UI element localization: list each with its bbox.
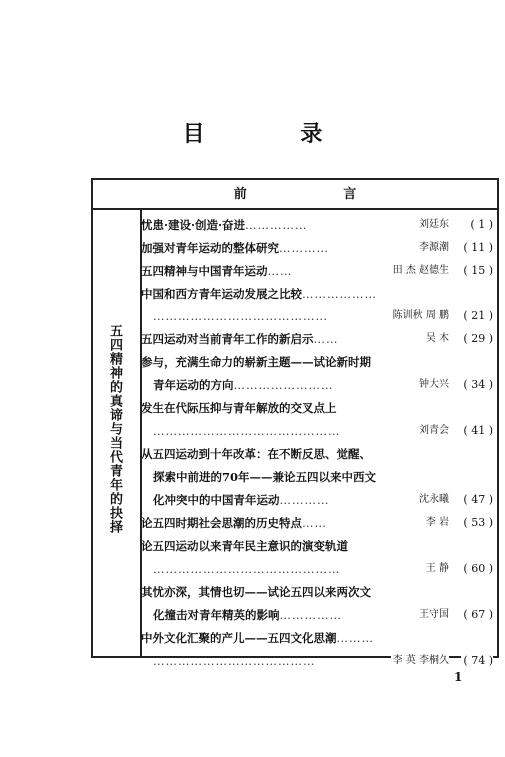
leader-dots: …………………………………… xyxy=(153,309,328,323)
toc-entry[interactable] xyxy=(141,512,497,534)
entry-page: ( 74 ) xyxy=(461,650,493,672)
toc-entry[interactable] xyxy=(141,260,497,282)
leader-dots: …………… xyxy=(279,608,342,622)
entry-title: 五四精神与中国青年运动 xyxy=(141,264,268,278)
entry-page: ( 1 ) xyxy=(468,214,493,236)
entry-title: 化撞击对青年精英的影响 xyxy=(153,608,280,622)
side-label: 五四精神的真谛与当代青年的抉择 xyxy=(107,324,122,534)
entry-title: 论五四时期社会思潮的历史特点 xyxy=(141,516,302,530)
entry-title: 其忧亦深，其情也切——试论五四以来两次文 xyxy=(141,585,371,599)
entry-page: ( 53 ) xyxy=(461,512,493,534)
toc-entry[interactable] xyxy=(141,581,497,603)
leader-dots: …… xyxy=(313,332,339,346)
entry-title: 论五四运动以来青年民主意识的演变轨道 xyxy=(141,539,348,553)
page-number: 1 xyxy=(454,670,463,684)
toc-entry[interactable] xyxy=(141,397,497,419)
leader-dots: ………… xyxy=(279,241,329,255)
toc-entry-continuation[interactable] xyxy=(153,489,497,511)
entry-author: 吴 木 xyxy=(424,328,449,350)
entry-author: 李 英 李桐久 xyxy=(391,650,449,672)
toc-frame xyxy=(91,178,499,668)
entry-title: 中外文化汇聚的产儿——五四文化思潮 xyxy=(141,631,337,645)
entry-title: 加强对青年运动的整体研究 xyxy=(141,241,279,255)
toc-list xyxy=(141,210,497,668)
entry-page: ( 47 ) xyxy=(461,489,493,511)
entry-page: ( 41 ) xyxy=(461,420,493,442)
toc-entry-continuation[interactable] xyxy=(153,420,497,442)
leader-dots: ………………………………… xyxy=(153,654,316,668)
entry-page: ( 67 ) xyxy=(461,604,493,626)
leader-dots: ……………………………………… xyxy=(153,424,341,438)
entry-author: 陈训秋 周 鹏 xyxy=(391,305,449,327)
section-header: 前 言 xyxy=(93,180,497,210)
entry-author: 李源潮 xyxy=(417,237,449,259)
page-title: 目 录 xyxy=(182,122,367,147)
entry-author: 王 静 xyxy=(424,558,449,580)
leader-dots: ………… xyxy=(279,493,330,507)
leader-dots: …………… xyxy=(245,218,308,232)
toc-entry[interactable] xyxy=(141,627,497,649)
entry-author: 钟大兴 xyxy=(417,374,449,396)
toc-entry[interactable] xyxy=(141,237,497,259)
entry-title: 中国和西方青年运动发展之比较 xyxy=(141,287,302,301)
toc-entry-continuation[interactable] xyxy=(153,305,497,327)
entry-title: 青年运动的方向 xyxy=(153,378,234,392)
toc-entry[interactable] xyxy=(141,443,497,465)
entry-title: 发生在代际压抑与青年解放的交叉点上 xyxy=(141,401,337,415)
entry-page: ( 29 ) xyxy=(461,328,493,350)
toc-entry[interactable] xyxy=(141,328,497,350)
entry-title: 五四运动对当前青年工作的新启示 xyxy=(141,332,314,346)
entry-page: ( 60 ) xyxy=(461,558,493,580)
entry-author: 沈永曦 xyxy=(417,489,449,511)
entry-page: ( 15 ) xyxy=(461,260,493,282)
leader-dots: ……………… xyxy=(302,287,377,301)
entry-title: 参与，充满生命力的崭新主题——试论新时期 xyxy=(141,355,371,369)
leader-dots: …………………… xyxy=(233,378,334,392)
leader-dots: ……… xyxy=(336,631,374,645)
entry-page: ( 11 ) xyxy=(461,237,493,259)
leader-dots: …… xyxy=(302,516,327,530)
entry-page: ( 34 ) xyxy=(461,374,493,396)
side-column xyxy=(93,210,142,656)
toc-entry[interactable] xyxy=(141,535,497,557)
entry-page: ( 21 ) xyxy=(461,305,493,327)
entry-author: 王守国 xyxy=(417,604,449,626)
leader-dots: …… xyxy=(267,264,293,278)
toc-entry-continuation[interactable] xyxy=(153,374,497,396)
toc-entry[interactable] xyxy=(141,214,497,236)
toc-entry-continuation[interactable] xyxy=(153,604,497,626)
entry-author: 田 杰 赵德生 xyxy=(391,260,449,282)
toc-entry-continuation[interactable] xyxy=(153,558,497,580)
entry-title: 忧患·建设·创造·奋进 xyxy=(141,218,246,232)
toc-entry[interactable] xyxy=(141,351,497,373)
toc-entry-continuation[interactable] xyxy=(153,650,497,672)
entry-author: 刘青会 xyxy=(417,420,449,442)
entry-title: 从五四运动到十年改革：在不断反思、觉醒、 xyxy=(141,447,371,461)
toc-entry[interactable] xyxy=(141,283,497,305)
entry-author: 刘廷东 xyxy=(417,214,449,236)
toc-entry-continuation[interactable] xyxy=(153,466,497,488)
entry-title: 探索中前进的70年——兼论五四以来中西文 xyxy=(153,470,377,484)
entry-author: 李 岩 xyxy=(424,512,449,534)
leader-dots: ……………………………………… xyxy=(153,562,341,576)
entry-title: 化冲突中的中国青年运动 xyxy=(153,493,280,507)
